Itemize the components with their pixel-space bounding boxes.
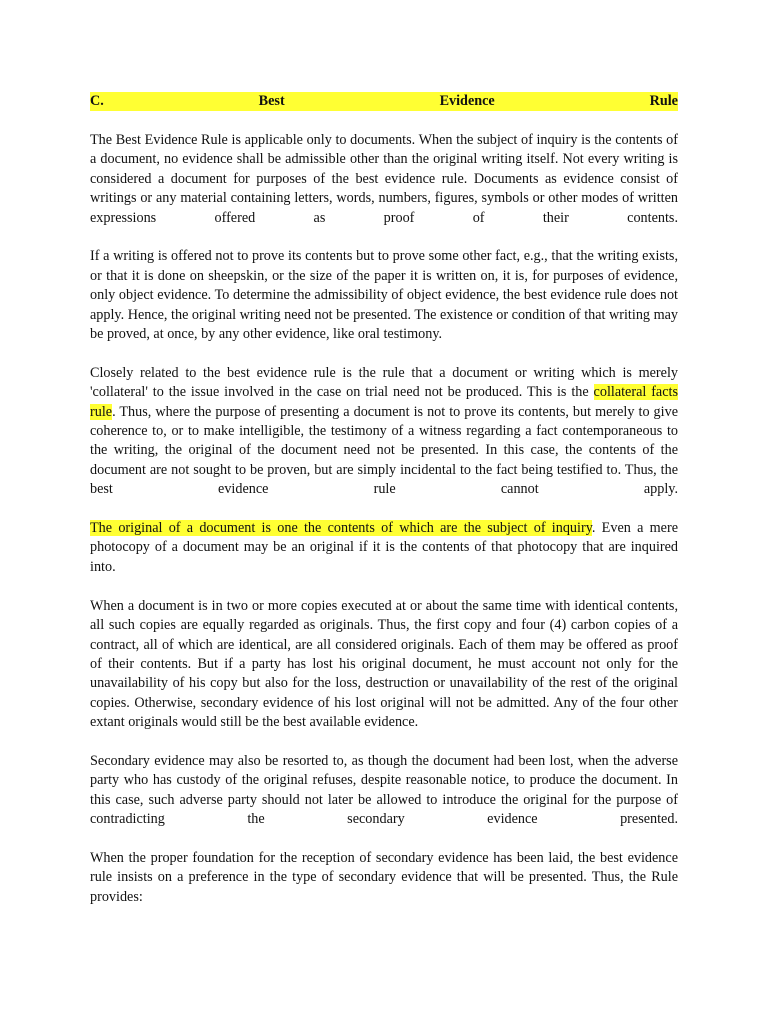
- paragraph-6: Secondary evidence may also be resorted to, as though the document had been lost, when the adverse party who has custody of the original refuses, despite reasonable notice, to produce the document. In this case, such adverse party should not later be allowed to introduce the original for the purpose of contradicting the secondary evidence presented.: [90, 752, 678, 828]
- paragraph-7: When the proper foundation for the reception of secondary evidence has been laid, the best evidence rule insists on a preference in the type of secondary evidence that will be presented. Thus, the Rule provides:: [90, 849, 678, 905]
- document-body: [90, 92, 678, 927]
- paragraph-3: [90, 364, 678, 500]
- collateral-facts-rule-highlight: collateral facts rule: [90, 384, 678, 420]
- heading-word-evidence: Evidence: [439, 93, 495, 109]
- original-document-highlight: The original of a document is one the contents of which are the subject of inquiry: [90, 520, 592, 537]
- heading-word-best: Best: [258, 93, 285, 109]
- paragraph-4: [90, 519, 678, 577]
- paragraph-3-text-start: Closely related to the best evidence rule is the rule that a document or writing which is merely 'collateral' to the issue involved in the case on trial need not be produced. This is the: [90, 364, 678, 401]
- paragraph-3-text-end: . Thus, where the purpose of presenting a document is not to prove its contents, but merely to give coherence to, or to make intelligible, the testimony of a witness regarding a fact contemporaneous to the writing, the original of the document need not be presented. In this case, the contents of the document are not sought to be proven, but are simply incidental to the fact being testified to. Thus, the best evidence rule cannot apply.: [90, 403, 678, 498]
- paragraph-1: The Best Evidence Rule is applicable only to documents. When the subject of inquiry is the contents of a document, no evidence shall be admissible other than the original writing itself. Not every writing is considered a document for purposes of the best evidence rule. Documents as evidence consist of writings or any material containing letters, words, numbers, figures, symbols or other modes of written expressions offered as proof of their contents.: [90, 132, 678, 226]
- paragraph-2: If a writing is offered not to prove its contents but to prove some other fact, e.g., that the writing exists, or that it is done on sheepskin, or the size of the paper it is written on, it is, for purposes of evidence, only object evidence. To determine the admissibility of object evidence, the best evidence rule does not apply. Hence, the original writing need not be presented. The existence or condition of that writing may be proved, at once, by any other evidence, like oral testimony.: [90, 248, 678, 343]
- paragraph-4-text-end: . Even a mere photocopy of a document may be an original if it is the contents of that photocopy that are inquired into.: [90, 520, 678, 575]
- heading-letter: C.: [90, 93, 104, 109]
- heading-word-rule: Rule: [649, 93, 678, 109]
- paragraph-5: When a document is in two or more copies executed at or about the same time with identical contents, all such copies are equally regarded as originals. Thus, the first copy and four (4) carbon copies of a contract, all of which are identical, are all considered originals. Each of them may be offered as proof of their contents. But if a party has lost his original document, he must account not only for the unavailability of his copy but also for the loss, destruction or unavailability of the rest of the original copies. Otherwise, secondary evidence of his lost original will not be admitted. Any of the four other extant originals would still be the best available evidence.: [90, 597, 678, 731]
- section-heading: [90, 92, 678, 111]
